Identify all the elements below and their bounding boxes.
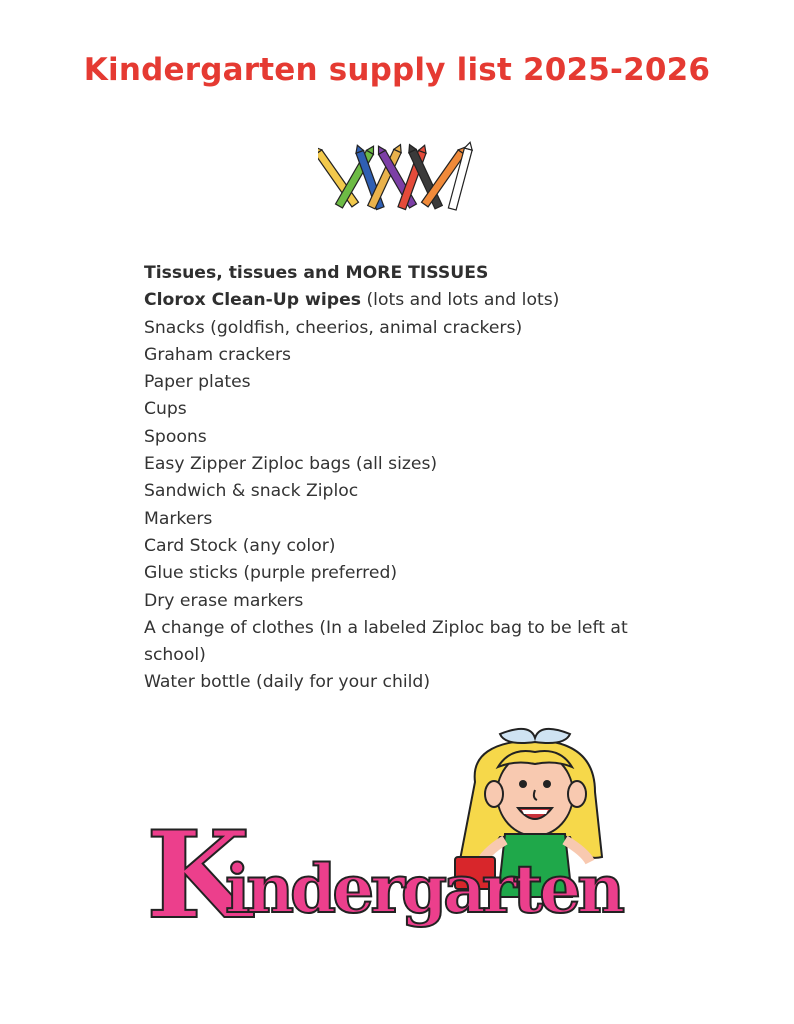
list-item: Snacks (goldfish, cheerios, animal crackers) (144, 317, 523, 338)
list-item: Markers (144, 508, 213, 529)
list-item: Dry erase markers (144, 590, 304, 611)
list-item: Cups (144, 399, 187, 420)
list-item: Sandwich & snack Ziploc (144, 481, 359, 502)
svg-text:K: K (146, 805, 251, 946)
list-item: Easy Zipper Ziploc bags (all sizes) (144, 454, 438, 475)
list-item: Paper plates (144, 372, 251, 393)
list-item: Spoons (144, 426, 207, 447)
list-item: Tissues, tissues and MORE TISSUES (144, 263, 489, 283)
crayons-icon (318, 140, 478, 220)
kindergarten-clipart (140, 722, 660, 947)
list-item: Card Stock (any color) (144, 535, 336, 556)
page-title: Kindergarten supply list 2025-2026 (83, 52, 711, 88)
list-item: Clorox Clean-Up wipes (lots and lots and lots) (144, 290, 560, 311)
list-item: Water bottle (daily for your child) (144, 672, 431, 693)
list-item: Glue sticks (purple preferred) (144, 563, 398, 584)
svg-text:indergarten: indergarten (225, 850, 622, 928)
list-item: A change of clothes (In a labeled Ziploc bag to be left at school) (144, 617, 628, 666)
supply-list (144, 260, 684, 697)
list-item: Graham crackers (144, 344, 291, 365)
